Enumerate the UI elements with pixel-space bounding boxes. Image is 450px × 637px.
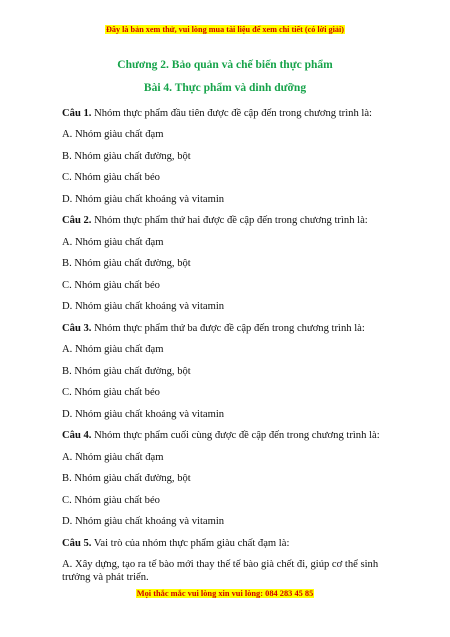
- question: [62, 322, 390, 335]
- answer-option: C. Nhóm giàu chất béo: [62, 279, 160, 291]
- answer-option: D. Nhóm giàu chất khoáng và vitamin: [62, 193, 225, 205]
- answer-option: D. Nhóm giàu chất khoáng và vitamin: [62, 516, 225, 527]
- answer-option: B. Nhóm giàu chất đường, bột: [62, 473, 191, 484]
- answer-option: A. Nhóm giàu chất đạm: [62, 344, 164, 355]
- answer-option: C. Nhóm giàu chất béo: [62, 387, 160, 398]
- answer-option: B. Nhóm giàu chất đường, bột: [62, 150, 191, 162]
- contact-footer-text: Mọi thắc mắc vui lòng xin vui lòng: 084 283 45 85: [136, 589, 314, 598]
- question-text: Nhóm thực phẩm đầu tiên được đề cập đến trong chương trình là:: [91, 107, 372, 119]
- answer-option: D. Nhóm giàu chất khoáng và vitamin: [62, 408, 225, 420]
- answer-option: C. Nhóm giàu chất béo: [62, 494, 160, 506]
- lesson-title: Bài 4. Thực phẩm và dinh dưỡng: [143, 82, 307, 94]
- question-list: [62, 98, 390, 584]
- question-label: Câu 2.: [62, 215, 92, 226]
- question-label: Câu 4.: [62, 430, 92, 441]
- answer-option: C. Nhóm giàu chất béo: [62, 172, 160, 183]
- chapter-title: Chương 2. Bảo quản và chế biến thực phẩm: [117, 59, 333, 71]
- contact-footer: [0, 589, 450, 598]
- question-label: Câu 1.: [62, 107, 92, 119]
- answer-option: A. Xây dựng, tạo ra tế bào mới thay thế tế bào già chết đi, giúp cơ thể sinh trưởng và phát triển.: [62, 559, 379, 583]
- question: [62, 214, 390, 227]
- question: [62, 537, 390, 550]
- question-text: Nhóm thực phẩm thứ hai được đề cập đến trong chương trình là:: [91, 215, 368, 226]
- question-label: Câu 5.: [62, 537, 92, 549]
- preview-notice-text: Đây là bản xem thử, vui lòng mua tài liệu để xem chi tiết (có lời giải): [105, 25, 344, 34]
- answer-option: B. Nhóm giàu chất đường, bột: [62, 365, 191, 377]
- question-text: Nhóm thực phẩm thứ ba được đề cập đến trong chương trình là:: [91, 322, 365, 334]
- question-text: Nhóm thực phẩm cuối cùng được đề cập đến trong chương trình là:: [91, 430, 380, 441]
- question: [62, 107, 390, 120]
- answer-option: B. Nhóm giàu chất đường, bột: [62, 258, 191, 269]
- preview-notice: [0, 25, 450, 34]
- answer-option: A. Nhóm giàu chất đạm: [62, 236, 164, 248]
- answer-option: D. Nhóm giàu chất khoáng và vitamin: [62, 301, 225, 312]
- question: [62, 429, 390, 442]
- answer-option: A. Nhóm giàu chất đạm: [62, 129, 164, 140]
- question-text: Vai trò của nhóm thực phẩm giàu chất đạm là:: [91, 537, 290, 549]
- answer-option: A. Nhóm giàu chất đạm: [62, 451, 164, 463]
- question-label: Câu 3.: [62, 322, 92, 334]
